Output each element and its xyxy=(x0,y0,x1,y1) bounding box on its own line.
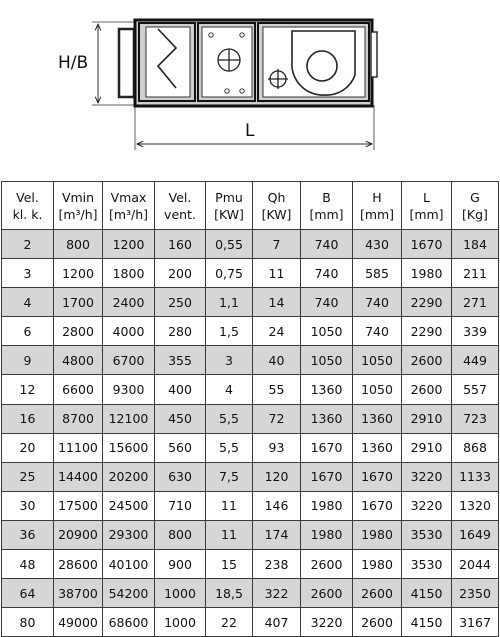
table-cell: 4 xyxy=(206,375,253,404)
table-cell: 38700 xyxy=(54,579,103,608)
table-cell: 740 xyxy=(301,259,353,288)
header-g: G [Kg] xyxy=(452,182,499,230)
table-cell: 557 xyxy=(452,375,499,404)
table-row xyxy=(2,579,499,608)
table-cell: 2600 xyxy=(301,550,353,579)
table-cell: 1670 xyxy=(301,462,353,491)
table-cell: 1980 xyxy=(353,520,402,549)
table-cell: 238 xyxy=(253,550,301,579)
table-row xyxy=(2,346,499,375)
table-cell: 12100 xyxy=(103,404,155,433)
table-cell: 2 xyxy=(2,230,54,259)
header-size-class: Vel. kl. k. xyxy=(2,182,54,230)
table-cell: 400 xyxy=(155,375,206,404)
table-cell: 740 xyxy=(353,288,402,317)
table-row xyxy=(2,317,499,346)
fan-section xyxy=(258,23,369,101)
table-cell: 280 xyxy=(155,317,206,346)
table-cell: 1050 xyxy=(353,346,402,375)
table-cell: 1,1 xyxy=(206,288,253,317)
table-cell: 48 xyxy=(2,550,54,579)
table-cell: 12 xyxy=(2,375,54,404)
table-row xyxy=(2,608,499,637)
table-cell: 3167 xyxy=(452,608,499,637)
table-cell: 740 xyxy=(301,288,353,317)
table-cell: 3220 xyxy=(402,462,452,491)
table-body xyxy=(2,230,499,637)
table-cell: 36 xyxy=(2,520,54,549)
table-cell: 4150 xyxy=(402,608,452,637)
table-cell: 72 xyxy=(253,404,301,433)
table-cell: 14400 xyxy=(54,462,103,491)
table-header-row xyxy=(2,182,499,230)
table-row xyxy=(2,462,499,491)
header-qh: Qh [KW] xyxy=(253,182,301,230)
table-cell: 449 xyxy=(452,346,499,375)
header-pmu: Pmu [KW] xyxy=(206,182,253,230)
table-cell: 800 xyxy=(155,520,206,549)
table-cell: 0,55 xyxy=(206,230,253,259)
table-cell: 2400 xyxy=(103,288,155,317)
table-cell: 146 xyxy=(253,491,301,520)
inlet-flange xyxy=(119,29,134,97)
header-vmin: Vmin [m³/h] xyxy=(54,182,103,230)
table-cell: 18,5 xyxy=(206,579,253,608)
table-cell: 160 xyxy=(155,230,206,259)
table-cell: 24500 xyxy=(103,491,155,520)
table-cell: 2600 xyxy=(402,346,452,375)
table-cell: 560 xyxy=(155,433,206,462)
table-cell: 54200 xyxy=(103,579,155,608)
table-cell: 1,5 xyxy=(206,317,253,346)
table-cell: 3530 xyxy=(402,520,452,549)
table-row xyxy=(2,230,499,259)
table-row xyxy=(2,259,499,288)
table-cell: 64 xyxy=(2,579,54,608)
table-cell: 0,75 xyxy=(206,259,253,288)
table-row xyxy=(2,491,499,520)
header-vmax: Vmax [m³/h] xyxy=(103,182,155,230)
table-cell: 740 xyxy=(353,317,402,346)
table-row xyxy=(2,375,499,404)
table-cell: 3220 xyxy=(402,491,452,520)
table-cell: 1200 xyxy=(54,259,103,288)
table-cell: 6600 xyxy=(54,375,103,404)
table-cell: 430 xyxy=(353,230,402,259)
outlet-flange xyxy=(371,32,377,77)
table-cell: 1700 xyxy=(54,288,103,317)
table-cell: 120 xyxy=(253,462,301,491)
filter-section xyxy=(139,23,195,101)
table-cell: 9 xyxy=(2,346,54,375)
table-cell: 29300 xyxy=(103,520,155,549)
table-cell: 1670 xyxy=(402,230,452,259)
table-cell: 1800 xyxy=(103,259,155,288)
table-cell: 11 xyxy=(253,259,301,288)
table-cell: 3220 xyxy=(301,608,353,637)
table-cell: 1670 xyxy=(301,433,353,462)
table-cell: 723 xyxy=(452,404,499,433)
specification-table xyxy=(1,181,499,637)
table-cell: 407 xyxy=(253,608,301,637)
table-row xyxy=(2,404,499,433)
table-cell: 250 xyxy=(155,288,206,317)
table-cell: 5,5 xyxy=(206,433,253,462)
table-cell: 1360 xyxy=(353,404,402,433)
table-cell: 1649 xyxy=(452,520,499,549)
table-cell: 30 xyxy=(2,491,54,520)
table-cell: 4000 xyxy=(103,317,155,346)
table-cell: 11100 xyxy=(54,433,103,462)
table-cell: 2600 xyxy=(353,608,402,637)
table-cell: 2600 xyxy=(301,579,353,608)
table-cell: 1360 xyxy=(353,433,402,462)
table-cell: 2600 xyxy=(402,375,452,404)
header-h: H [mm] xyxy=(353,182,402,230)
table-cell: 6700 xyxy=(103,346,155,375)
table-cell: 184 xyxy=(452,230,499,259)
table-cell: 2350 xyxy=(452,579,499,608)
table-cell: 55 xyxy=(253,375,301,404)
header-fan-size: Vel. vent. xyxy=(155,182,206,230)
table-cell: 4150 xyxy=(402,579,452,608)
table-row xyxy=(2,433,499,462)
table-cell: 1320 xyxy=(452,491,499,520)
table-cell: 1980 xyxy=(353,550,402,579)
length-dimension xyxy=(135,105,374,150)
table-cell: 271 xyxy=(452,288,499,317)
table-cell: 5,5 xyxy=(206,404,253,433)
table-cell: 2910 xyxy=(402,404,452,433)
table-cell: 1980 xyxy=(301,491,353,520)
table-cell: 7 xyxy=(253,230,301,259)
table-row xyxy=(2,520,499,549)
table-cell: 4 xyxy=(2,288,54,317)
table-cell: 211 xyxy=(452,259,499,288)
table-cell: 868 xyxy=(452,433,499,462)
table-cell: 6 xyxy=(2,317,54,346)
table-cell: 93 xyxy=(253,433,301,462)
table-cell: 3 xyxy=(206,346,253,375)
table-cell: 80 xyxy=(2,608,54,637)
table-cell: 8700 xyxy=(54,404,103,433)
table-cell: 7,5 xyxy=(206,462,253,491)
table-cell: 800 xyxy=(54,230,103,259)
table-cell: 2290 xyxy=(402,317,452,346)
table-cell: 1050 xyxy=(301,317,353,346)
header-b: B [mm] xyxy=(301,182,353,230)
table-cell: 1000 xyxy=(155,579,206,608)
table-cell: 20 xyxy=(2,433,54,462)
table-cell: 9300 xyxy=(103,375,155,404)
table-cell: 585 xyxy=(353,259,402,288)
table-cell: 25 xyxy=(2,462,54,491)
table-cell: 15 xyxy=(206,550,253,579)
table-cell: 355 xyxy=(155,346,206,375)
table-cell: 1050 xyxy=(353,375,402,404)
table-cell: 740 xyxy=(301,230,353,259)
table-cell: 630 xyxy=(155,462,206,491)
table-cell: 16 xyxy=(2,404,54,433)
table-cell: 49000 xyxy=(54,608,103,637)
table-cell: 15600 xyxy=(103,433,155,462)
table-cell: 1670 xyxy=(353,491,402,520)
table-cell: 2800 xyxy=(54,317,103,346)
table-cell: 1980 xyxy=(402,259,452,288)
table-cell: 17500 xyxy=(54,491,103,520)
unit-drawing xyxy=(0,0,500,170)
table-cell: 339 xyxy=(452,317,499,346)
table-cell: 322 xyxy=(253,579,301,608)
table-cell: 3530 xyxy=(402,550,452,579)
table-cell: 1360 xyxy=(301,404,353,433)
table-cell: 28600 xyxy=(54,550,103,579)
heater-section xyxy=(198,23,255,101)
table-cell: 11 xyxy=(206,491,253,520)
table-cell: 20200 xyxy=(103,462,155,491)
table-cell: 450 xyxy=(155,404,206,433)
table-cell: 40 xyxy=(253,346,301,375)
table-cell: 2290 xyxy=(402,288,452,317)
table-cell: 3 xyxy=(2,259,54,288)
table-cell: 11 xyxy=(206,520,253,549)
height-width-label: H/B xyxy=(58,53,89,73)
table-cell: 2044 xyxy=(452,550,499,579)
table-cell: 900 xyxy=(155,550,206,579)
table-cell: 68600 xyxy=(103,608,155,637)
table-cell: 200 xyxy=(155,259,206,288)
table-cell: 1980 xyxy=(301,520,353,549)
table-cell: 1670 xyxy=(353,462,402,491)
table-cell: 1133 xyxy=(452,462,499,491)
table-cell: 20900 xyxy=(54,520,103,549)
table-cell: 40100 xyxy=(103,550,155,579)
table-cell: 24 xyxy=(253,317,301,346)
length-label: L xyxy=(245,121,255,141)
table-cell: 2600 xyxy=(353,579,402,608)
table-cell: 1000 xyxy=(155,608,206,637)
table-cell: 1200 xyxy=(103,230,155,259)
table-cell: 710 xyxy=(155,491,206,520)
table-cell: 1360 xyxy=(301,375,353,404)
table-row xyxy=(2,288,499,317)
table-cell: 1050 xyxy=(301,346,353,375)
table-cell: 22 xyxy=(206,608,253,637)
table-cell: 14 xyxy=(253,288,301,317)
table-cell: 2910 xyxy=(402,433,452,462)
table-cell: 4800 xyxy=(54,346,103,375)
header-l: L [mm] xyxy=(402,182,452,230)
table-cell: 174 xyxy=(253,520,301,549)
table-row xyxy=(2,550,499,579)
